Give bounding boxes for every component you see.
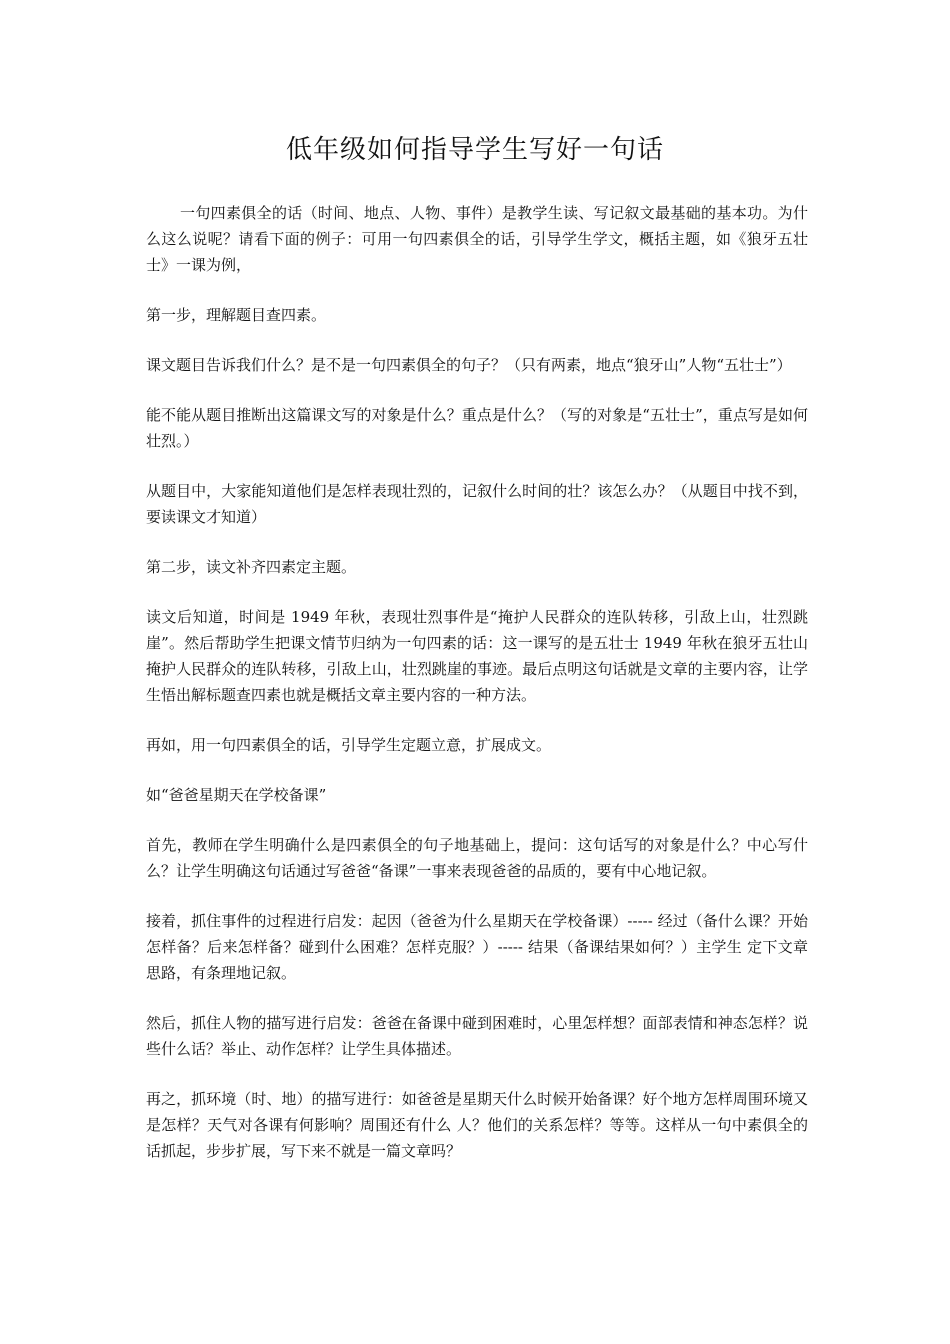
paragraph: 一句四素俱全的话（时间、地点、人物、事件）是教学生读、写记叙文最基础的基本功。为什么这么说呢？请看下面的例子：可用一句四素俱全的话，引导学生学文，概括主题，如《狼牙五壮士》一课为例，	[146, 204, 808, 274]
paragraph: 第二步，读文补齐四素定主题。	[146, 558, 357, 576]
paragraph: 再之，抓环境（时、地）的描写进行：如爸爸是星期天什么时候开始备课？好个地方怎样周围环境又是怎样？天气对各课有何影响？周围还有什么 人？他们的关系怎样？等等。这样从一句中素俱全的话抓起，步步扩展，写下来不就是一篇文章吗？	[146, 1090, 808, 1160]
document-body	[146, 200, 808, 1188]
paragraph: 首先，教师在学生明确什么是四素俱全的句子地基础上，提问：这句话写的对象是什么？中心写什么？让学生明确这句话通过写爸爸“备课”一事来表现爸爸的品质的，要有中心地记叙。	[146, 836, 808, 880]
paragraph: 读文后知道，时间是 1949 年秋，表现壮烈事件是“掩护人民群众的连队转移，引敌上山，壮烈跳崖”。然后帮助学生把课文情节归纳为一句四素的话：这一课写的是五壮士 1949 年秋在狼牙五壮山掩护人民群众的连队转移，引敌上山，壮烈跳崖的事迹。最后点明这句话就是文章的主要内容，让学生悟出解标题查四素也就是概括文章主要内容的一种方法。	[146, 608, 808, 704]
document-title: 低年级如何指导学生写好一句话	[285, 135, 664, 165]
paragraph: 如“爸爸星期天在学校备课”	[146, 786, 327, 804]
paragraph: 然后，抓住人物的描写进行启发：爸爸在备课中碰到困难时，心里怎样想？面部表情和神态怎样？说些什么话？举止、动作怎样？让学生具体描述。	[146, 1014, 808, 1058]
paragraph: 从题目中，大家能知道他们是怎样表现壮烈的，记叙什么时间的壮？该怎么办？（从题目中找不到，要读课文才知道）	[146, 482, 808, 526]
paragraph: 再如，用一句四素俱全的话，引导学生定题立意，扩展成文。	[146, 736, 552, 754]
paragraph: 课文题目告诉我们什么？是不是一句四素俱全的句子？（只有两素，地点“狼牙山”人物“五壮士”）	[146, 356, 792, 374]
paragraph: 接着，抓住事件的过程进行启发：起因（爸爸为什么星期天在学校备课）----- 经过（备什么课？开始怎样备？后来怎样备？碰到什么困难？怎样克服？）----- 结果（备课结果如何？）主学生 定下文章思路，有条理地记叙。	[146, 912, 808, 982]
paragraph: 能不能从题目推断出这篇课文写的对象是什么？重点是什么？（写的对象是“五壮士”，重点写是如何壮烈。）	[146, 406, 808, 450]
paragraph: 第一步，理解题目查四素。	[146, 306, 327, 324]
